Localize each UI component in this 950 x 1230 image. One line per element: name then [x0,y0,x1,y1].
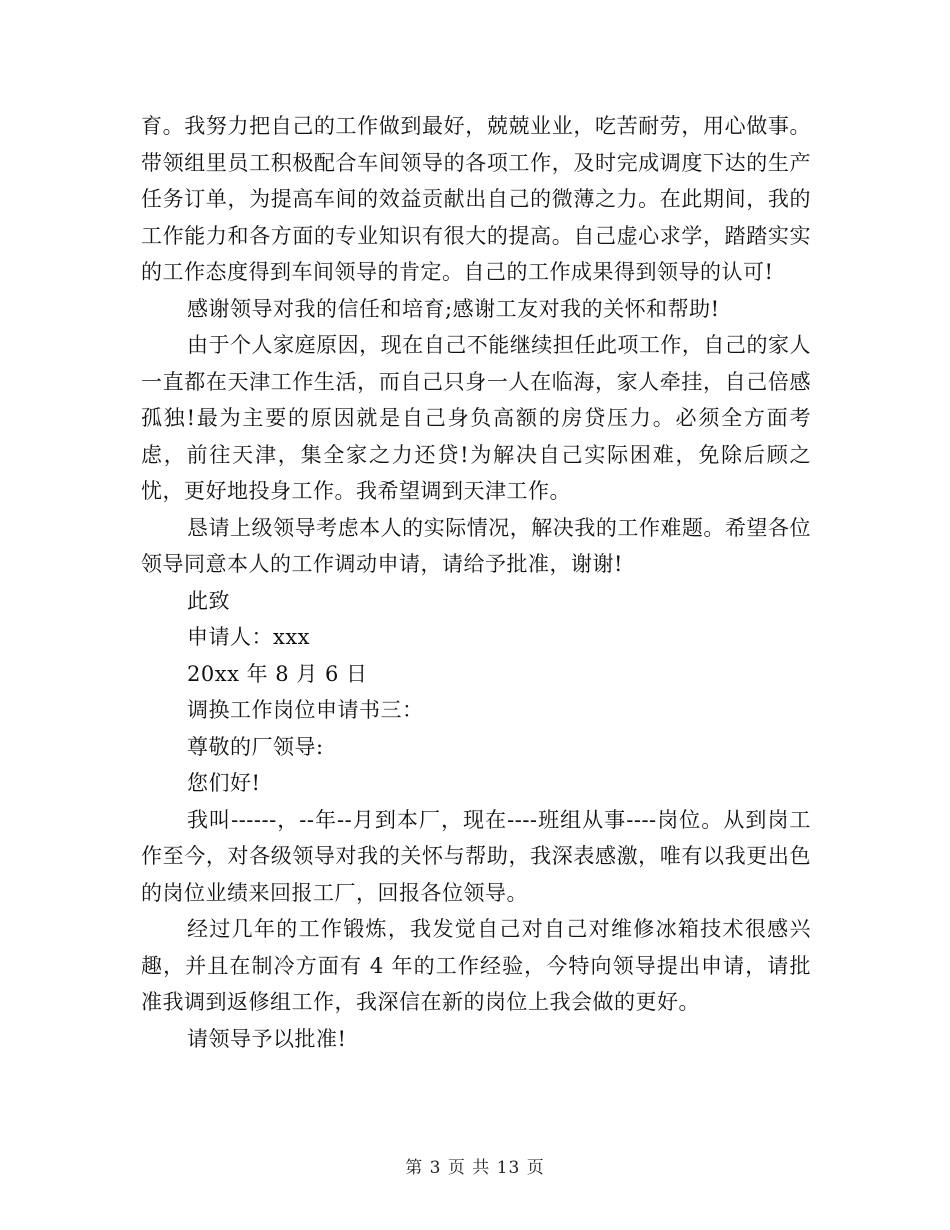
paragraph: 由于个人家庭原因，现在自己不能继续担任此项工作，自己的家人一直都在天津工作生活，而自己只身一人在临海，家人牵挂，自己倍感孤独!最为主要的原因就是自己身负高额的房贷压力。必须全方面考虑，前往天津，集全家之力还贷!为解决自己实际困难，免除后顾之忧，更好地投身工作。我希望调到天津工作。 [141,333,811,503]
paragraph: 感谢领导对我的信任和培育;感谢工友对我的关怀和帮助! [187,296,720,321]
page-number-footer: 第 3 页 共 13 页 [405,1158,545,1178]
date-line: 20xx 年 8 月 6 日 [187,661,368,686]
applicant-line: 申请人：xxx [187,625,311,649]
closing-salutation: 此致 [187,588,230,613]
paragraph: 恳请上级领导考虑本人的实际情况，解决我的工作难题。希望各位领导同意本人的工作调动申请，请给予批准，谢谢! [141,515,811,576]
section-heading: 调换工作岗位申请书三： [187,698,424,722]
addressee: 尊敬的厂领导: [187,734,324,759]
document-body [141,108,811,1057]
greeting: 您们好! [187,771,261,795]
paragraph: 育。我努力把自己的工作做到最好，兢兢业业，吃苦耐劳，用心做事。带领组里员工积极配合车间领导的各项工作，及时完成调度下达的生产任务订单，为提高车间的效益贡献出自己的微薄之力。在此期间，我的工作能力和各方面的专业知识有很大的提高。自己虚心求学，踏踏实实的工作态度得到车间领导的肯定。自己的工作成果得到领导的认可! [141,114,811,284]
paragraph: 我叫------，--年--月到本厂，现在----班组从事----岗位。从到岗工作至今，对各级领导对我的关怀与帮助，我深表感激，唯有以我更出色的岗位业绩来回报工厂，回报各位领导。 [141,807,811,905]
paragraph: 经过几年的工作锻炼，我发觉自己对自己对维修冰箱技术很感兴趣，并且在制冷方面有 4 年的工作经验，今特向领导提出申请，请批准我调到返修组工作，我深信在新的岗位上我会做的更好。 [141,917,811,1014]
paragraph: 请领导予以批准! [187,1026,347,1051]
